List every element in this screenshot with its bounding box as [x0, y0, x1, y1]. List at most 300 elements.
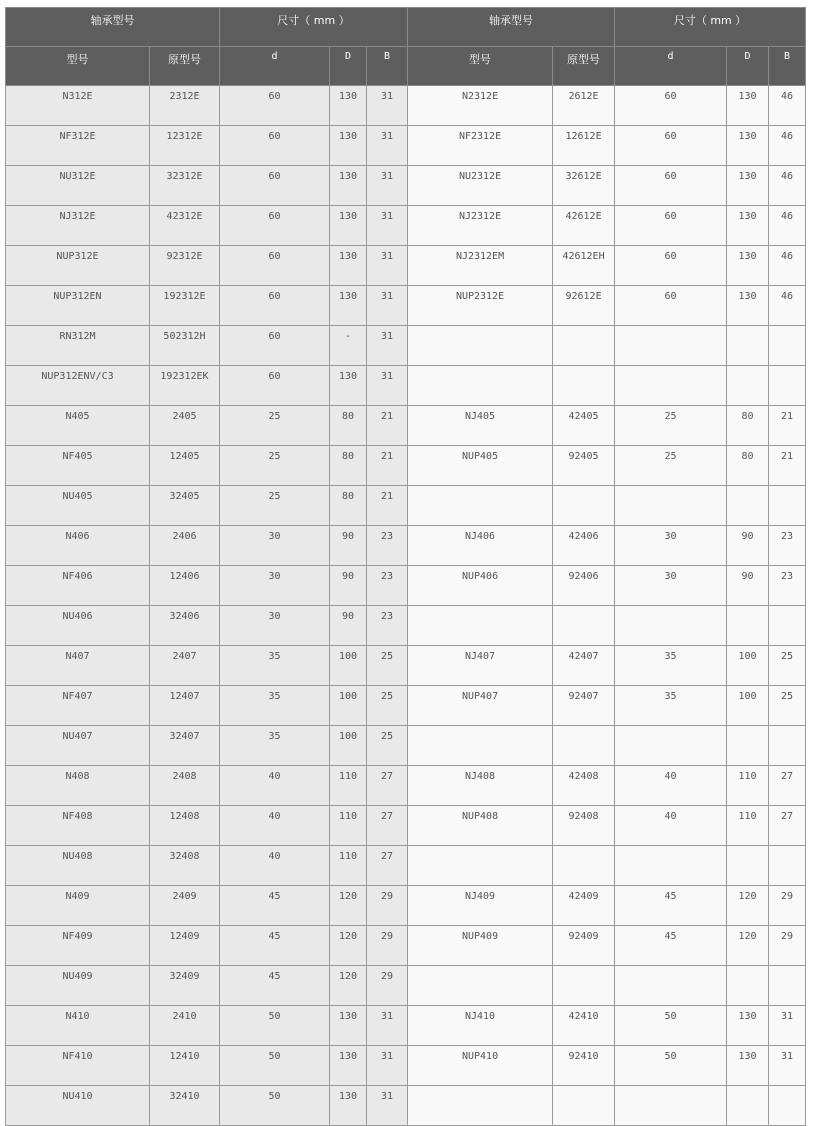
- cell-D-left: 130: [330, 126, 367, 166]
- cell-B-right: 29: [769, 926, 806, 966]
- cell-original-model-left: 12312E: [150, 126, 220, 166]
- cell-B-right: 21: [769, 406, 806, 446]
- cell-d-left: 25: [220, 446, 330, 486]
- cell-D-left: 80: [330, 486, 367, 526]
- table-row: [6, 526, 806, 566]
- cell-B-right: 31: [769, 1006, 806, 1046]
- cell-original-model-right: 92406: [553, 566, 615, 606]
- table-row: [6, 1046, 806, 1086]
- col-original-model-right: 原型号: [553, 47, 615, 86]
- cell-D-right: 120: [727, 926, 769, 966]
- cell-original-model-left: 12408: [150, 806, 220, 846]
- table-row: [6, 366, 806, 406]
- table-row: [6, 646, 806, 686]
- cell-D-right: 130: [727, 166, 769, 206]
- cell-B-left: 31: [367, 166, 408, 206]
- cell-d-right: 35: [615, 646, 727, 686]
- cell-d-left: 35: [220, 726, 330, 766]
- header-column-row: [6, 47, 806, 86]
- cell-original-model-left: 32405: [150, 486, 220, 526]
- cell-original-model-left: 192312E: [150, 286, 220, 326]
- cell-model-right: [408, 486, 553, 526]
- cell-B-left: 21: [367, 486, 408, 526]
- table-row: [6, 206, 806, 246]
- cell-D-right: 130: [727, 1046, 769, 1086]
- cell-model-left: NF409: [6, 926, 150, 966]
- table-row: [6, 286, 806, 326]
- cell-d-left: 30: [220, 526, 330, 566]
- cell-D-left: 110: [330, 766, 367, 806]
- cell-D-left: 90: [330, 566, 367, 606]
- cell-B-right: 46: [769, 86, 806, 126]
- cell-B-left: 31: [367, 366, 408, 406]
- col-d-right: d: [615, 47, 727, 86]
- cell-D-right: 120: [727, 886, 769, 926]
- cell-D-left: 130: [330, 366, 367, 406]
- cell-B-right: 23: [769, 566, 806, 606]
- cell-D-right: 110: [727, 806, 769, 846]
- cell-original-model-left: 2407: [150, 646, 220, 686]
- cell-d-right: 60: [615, 206, 727, 246]
- cell-D-right: [727, 366, 769, 406]
- cell-B-left: 23: [367, 526, 408, 566]
- cell-d-right: 50: [615, 1046, 727, 1086]
- table-row: [6, 446, 806, 486]
- cell-model-right: NJ2312E: [408, 206, 553, 246]
- cell-B-right: [769, 366, 806, 406]
- cell-D-left: 110: [330, 806, 367, 846]
- cell-D-right: 90: [727, 526, 769, 566]
- cell-model-right: [408, 606, 553, 646]
- table-row: [6, 486, 806, 526]
- cell-B-left: 27: [367, 766, 408, 806]
- cell-d-left: 60: [220, 326, 330, 366]
- cell-d-left: 35: [220, 686, 330, 726]
- cell-d-left: 60: [220, 126, 330, 166]
- cell-D-left: 130: [330, 86, 367, 126]
- header-bearing-model-right: 轴承型号: [408, 8, 615, 47]
- cell-model-right: [408, 966, 553, 1006]
- table-row: [6, 166, 806, 206]
- cell-D-left: 130: [330, 246, 367, 286]
- cell-d-right: 30: [615, 526, 727, 566]
- cell-model-left: NU406: [6, 606, 150, 646]
- cell-d-right: [615, 326, 727, 366]
- cell-model-left: N406: [6, 526, 150, 566]
- cell-model-left: N410: [6, 1006, 150, 1046]
- cell-D-right: 130: [727, 1006, 769, 1046]
- cell-D-left: 100: [330, 686, 367, 726]
- cell-model-left: NF407: [6, 686, 150, 726]
- cell-d-right: 40: [615, 766, 727, 806]
- cell-original-model-right: [553, 846, 615, 886]
- table-row: [6, 886, 806, 926]
- cell-D-right: [727, 486, 769, 526]
- cell-D-left: 130: [330, 166, 367, 206]
- cell-D-left: 120: [330, 886, 367, 926]
- cell-model-left: RN312M: [6, 326, 150, 366]
- cell-d-right: 60: [615, 126, 727, 166]
- cell-D-left: -: [330, 326, 367, 366]
- cell-model-right: NF2312E: [408, 126, 553, 166]
- cell-model-left: NF410: [6, 1046, 150, 1086]
- table-row: [6, 1006, 806, 1046]
- cell-original-model-right: [553, 1086, 615, 1126]
- cell-B-left: 29: [367, 966, 408, 1006]
- cell-d-right: [615, 846, 727, 886]
- cell-model-right: NJ410: [408, 1006, 553, 1046]
- cell-B-left: 31: [367, 206, 408, 246]
- cell-D-right: 130: [727, 246, 769, 286]
- cell-B-right: 27: [769, 806, 806, 846]
- cell-B-left: 23: [367, 566, 408, 606]
- cell-original-model-left: 32312E: [150, 166, 220, 206]
- cell-original-model-left: 12410: [150, 1046, 220, 1086]
- cell-original-model-left: 502312H: [150, 326, 220, 366]
- cell-d-right: 40: [615, 806, 727, 846]
- cell-model-right: NUP407: [408, 686, 553, 726]
- table-row: [6, 726, 806, 766]
- table-body: [6, 86, 806, 1126]
- cell-d-left: 60: [220, 86, 330, 126]
- cell-model-left: NU312E: [6, 166, 150, 206]
- cell-d-left: 35: [220, 646, 330, 686]
- cell-d-right: 60: [615, 166, 727, 206]
- cell-d-left: 60: [220, 246, 330, 286]
- cell-original-model-left: 2406: [150, 526, 220, 566]
- cell-d-right: 25: [615, 406, 727, 446]
- cell-original-model-right: 42406: [553, 526, 615, 566]
- cell-D-left: 80: [330, 406, 367, 446]
- cell-B-left: 31: [367, 286, 408, 326]
- cell-B-right: [769, 326, 806, 366]
- cell-original-model-right: 42405: [553, 406, 615, 446]
- cell-D-left: 80: [330, 446, 367, 486]
- cell-original-model-right: [553, 486, 615, 526]
- cell-model-right: [408, 846, 553, 886]
- cell-B-right: [769, 726, 806, 766]
- cell-B-right: 25: [769, 646, 806, 686]
- cell-D-left: 120: [330, 966, 367, 1006]
- cell-d-right: 25: [615, 446, 727, 486]
- cell-B-right: 46: [769, 286, 806, 326]
- cell-original-model-left: 2405: [150, 406, 220, 446]
- cell-original-model-right: 2612E: [553, 86, 615, 126]
- cell-B-left: 25: [367, 726, 408, 766]
- cell-B-right: [769, 1086, 806, 1126]
- cell-d-left: 30: [220, 606, 330, 646]
- cell-B-left: 31: [367, 126, 408, 166]
- table-row: [6, 326, 806, 366]
- cell-model-left: NJ312E: [6, 206, 150, 246]
- table-row: [6, 846, 806, 886]
- col-D-right: D: [727, 47, 769, 86]
- cell-model-right: N2312E: [408, 86, 553, 126]
- cell-B-left: 21: [367, 406, 408, 446]
- cell-original-model-right: 32612E: [553, 166, 615, 206]
- cell-original-model-left: 32409: [150, 966, 220, 1006]
- cell-original-model-right: 42409: [553, 886, 615, 926]
- cell-original-model-left: 42312E: [150, 206, 220, 246]
- cell-model-left: NUP312ENV/C3: [6, 366, 150, 406]
- cell-D-right: 80: [727, 406, 769, 446]
- cell-original-model-left: 32406: [150, 606, 220, 646]
- cell-original-model-right: 92409: [553, 926, 615, 966]
- cell-model-right: [408, 326, 553, 366]
- cell-model-right: NUP405: [408, 446, 553, 486]
- cell-d-left: 45: [220, 966, 330, 1006]
- header-group-row: [6, 8, 806, 47]
- cell-D-left: 90: [330, 526, 367, 566]
- cell-model-right: NJ408: [408, 766, 553, 806]
- cell-model-left: NU407: [6, 726, 150, 766]
- cell-D-right: 90: [727, 566, 769, 606]
- cell-B-right: 46: [769, 166, 806, 206]
- cell-d-left: 50: [220, 1006, 330, 1046]
- table-row: [6, 926, 806, 966]
- cell-B-left: 23: [367, 606, 408, 646]
- cell-d-left: 40: [220, 806, 330, 846]
- cell-model-left: N312E: [6, 86, 150, 126]
- cell-original-model-right: 42408: [553, 766, 615, 806]
- cell-B-right: 46: [769, 206, 806, 246]
- cell-original-model-right: 42407: [553, 646, 615, 686]
- bearing-table: [5, 7, 806, 1126]
- cell-D-right: [727, 326, 769, 366]
- cell-B-right: [769, 486, 806, 526]
- table-row: [6, 246, 806, 286]
- cell-d-right: [615, 966, 727, 1006]
- cell-B-left: 21: [367, 446, 408, 486]
- table-row: [6, 686, 806, 726]
- cell-d-right: 45: [615, 926, 727, 966]
- cell-original-model-left: 32408: [150, 846, 220, 886]
- cell-original-model-right: [553, 326, 615, 366]
- cell-model-right: NJ406: [408, 526, 553, 566]
- cell-D-left: 130: [330, 286, 367, 326]
- table-row: [6, 966, 806, 1006]
- cell-original-model-right: 92612E: [553, 286, 615, 326]
- cell-B-left: 25: [367, 646, 408, 686]
- cell-model-left: NU410: [6, 1086, 150, 1126]
- cell-D-right: [727, 606, 769, 646]
- table-row: [6, 1086, 806, 1126]
- cell-d-left: 60: [220, 366, 330, 406]
- cell-d-right: [615, 366, 727, 406]
- cell-original-model-right: [553, 966, 615, 1006]
- cell-model-right: [408, 1086, 553, 1126]
- col-original-model-left: 原型号: [150, 47, 220, 86]
- cell-model-right: NUP408: [408, 806, 553, 846]
- cell-d-right: [615, 726, 727, 766]
- cell-d-left: 25: [220, 486, 330, 526]
- cell-D-left: 90: [330, 606, 367, 646]
- table-row: [6, 86, 806, 126]
- cell-d-left: 50: [220, 1086, 330, 1126]
- col-B-left: B: [367, 47, 408, 86]
- cell-B-right: 31: [769, 1046, 806, 1086]
- cell-d-left: 45: [220, 886, 330, 926]
- cell-model-right: [408, 366, 553, 406]
- cell-original-model-left: 192312EK: [150, 366, 220, 406]
- cell-D-right: [727, 1086, 769, 1126]
- cell-original-model-right: 92407: [553, 686, 615, 726]
- cell-d-right: 30: [615, 566, 727, 606]
- cell-B-left: 31: [367, 1086, 408, 1126]
- cell-original-model-left: 92312E: [150, 246, 220, 286]
- cell-original-model-right: 12612E: [553, 126, 615, 166]
- cell-D-left: 100: [330, 726, 367, 766]
- cell-original-model-left: 32407: [150, 726, 220, 766]
- header-size-left: 尺寸（ mm ）: [220, 8, 408, 47]
- cell-model-left: NUP312EN: [6, 286, 150, 326]
- cell-D-right: 80: [727, 446, 769, 486]
- cell-D-right: 100: [727, 686, 769, 726]
- cell-D-right: [727, 846, 769, 886]
- cell-model-right: [408, 726, 553, 766]
- cell-d-right: 60: [615, 246, 727, 286]
- cell-B-left: 29: [367, 886, 408, 926]
- cell-original-model-left: 12409: [150, 926, 220, 966]
- cell-D-right: 130: [727, 286, 769, 326]
- table-row: [6, 566, 806, 606]
- cell-d-right: 60: [615, 86, 727, 126]
- cell-original-model-right: 92405: [553, 446, 615, 486]
- cell-d-left: 25: [220, 406, 330, 446]
- cell-model-left: NF405: [6, 446, 150, 486]
- cell-d-right: 60: [615, 286, 727, 326]
- cell-model-left: N408: [6, 766, 150, 806]
- cell-model-left: N407: [6, 646, 150, 686]
- cell-model-left: NU408: [6, 846, 150, 886]
- cell-model-left: NU405: [6, 486, 150, 526]
- cell-original-model-right: 42612EH: [553, 246, 615, 286]
- cell-model-right: NUP410: [408, 1046, 553, 1086]
- cell-d-right: 45: [615, 886, 727, 926]
- cell-D-right: 130: [727, 86, 769, 126]
- cell-model-left: NF406: [6, 566, 150, 606]
- cell-D-right: 130: [727, 126, 769, 166]
- cell-original-model-left: 32410: [150, 1086, 220, 1126]
- cell-model-right: NU2312E: [408, 166, 553, 206]
- cell-model-left: N409: [6, 886, 150, 926]
- cell-B-right: [769, 966, 806, 1006]
- cell-B-left: 31: [367, 86, 408, 126]
- cell-model-right: NUP406: [408, 566, 553, 606]
- cell-original-model-right: 92408: [553, 806, 615, 846]
- cell-model-left: NF312E: [6, 126, 150, 166]
- col-d-left: d: [220, 47, 330, 86]
- cell-d-right: [615, 486, 727, 526]
- cell-model-right: NJ405: [408, 406, 553, 446]
- cell-B-right: [769, 606, 806, 646]
- cell-B-right: [769, 846, 806, 886]
- cell-D-right: 100: [727, 646, 769, 686]
- cell-B-left: 31: [367, 1006, 408, 1046]
- cell-D-left: 100: [330, 646, 367, 686]
- cell-B-right: 25: [769, 686, 806, 726]
- cell-D-left: 130: [330, 1086, 367, 1126]
- cell-model-right: NJ409: [408, 886, 553, 926]
- cell-model-left: NUP312E: [6, 246, 150, 286]
- col-model-right: 型号: [408, 47, 553, 86]
- header-size-right: 尺寸（ mm ）: [615, 8, 806, 47]
- cell-original-model-right: 42612E: [553, 206, 615, 246]
- cell-B-left: 29: [367, 926, 408, 966]
- table-row: [6, 806, 806, 846]
- cell-B-left: 27: [367, 806, 408, 846]
- cell-original-model-left: 12406: [150, 566, 220, 606]
- cell-original-model-left: 2312E: [150, 86, 220, 126]
- cell-d-left: 50: [220, 1046, 330, 1086]
- cell-D-left: 130: [330, 1006, 367, 1046]
- col-model-left: 型号: [6, 47, 150, 86]
- cell-model-right: NJ407: [408, 646, 553, 686]
- cell-original-model-right: 42410: [553, 1006, 615, 1046]
- cell-d-right: [615, 606, 727, 646]
- cell-original-model-left: 2408: [150, 766, 220, 806]
- cell-model-right: NUP409: [408, 926, 553, 966]
- col-B-right: B: [769, 47, 806, 86]
- cell-B-left: 31: [367, 1046, 408, 1086]
- cell-model-left: NF408: [6, 806, 150, 846]
- cell-d-left: 60: [220, 166, 330, 206]
- cell-D-right: 130: [727, 206, 769, 246]
- table-row: [6, 406, 806, 446]
- cell-model-right: NUP2312E: [408, 286, 553, 326]
- cell-original-model-left: 2409: [150, 886, 220, 926]
- cell-D-right: [727, 726, 769, 766]
- cell-D-right: [727, 966, 769, 1006]
- cell-model-right: NJ2312EM: [408, 246, 553, 286]
- cell-d-left: 45: [220, 926, 330, 966]
- cell-d-left: 60: [220, 206, 330, 246]
- cell-d-right: 35: [615, 686, 727, 726]
- table-row: [6, 126, 806, 166]
- cell-model-left: NU409: [6, 966, 150, 1006]
- cell-d-left: 40: [220, 766, 330, 806]
- cell-original-model-left: 2410: [150, 1006, 220, 1046]
- cell-D-left: 130: [330, 1046, 367, 1086]
- cell-original-model-right: [553, 366, 615, 406]
- cell-d-right: 50: [615, 1006, 727, 1046]
- cell-d-left: 40: [220, 846, 330, 886]
- header-bearing-model-left: 轴承型号: [6, 8, 220, 47]
- cell-original-model-left: 12407: [150, 686, 220, 726]
- cell-B-left: 27: [367, 846, 408, 886]
- cell-D-left: 130: [330, 206, 367, 246]
- cell-B-right: 46: [769, 126, 806, 166]
- cell-B-right: 46: [769, 246, 806, 286]
- table-row: [6, 766, 806, 806]
- cell-model-left: N405: [6, 406, 150, 446]
- cell-original-model-right: 92410: [553, 1046, 615, 1086]
- cell-D-left: 110: [330, 846, 367, 886]
- cell-D-right: 110: [727, 766, 769, 806]
- cell-B-right: 21: [769, 446, 806, 486]
- cell-d-left: 60: [220, 286, 330, 326]
- cell-B-left: 31: [367, 246, 408, 286]
- col-D-left: D: [330, 47, 367, 86]
- cell-B-right: 27: [769, 766, 806, 806]
- cell-d-right: [615, 1086, 727, 1126]
- cell-B-right: 29: [769, 886, 806, 926]
- table-row: [6, 606, 806, 646]
- cell-B-left: 31: [367, 326, 408, 366]
- cell-D-left: 120: [330, 926, 367, 966]
- cell-original-model-right: [553, 606, 615, 646]
- cell-original-model-right: [553, 726, 615, 766]
